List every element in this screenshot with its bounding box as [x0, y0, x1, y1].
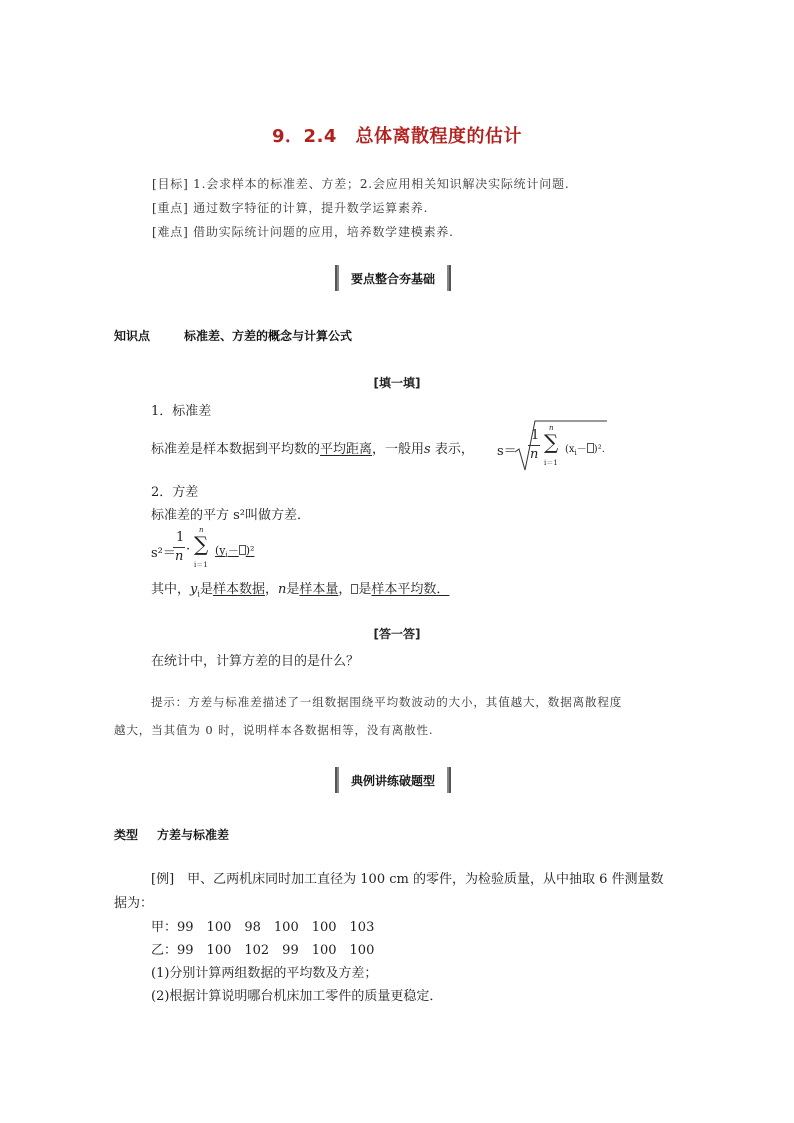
answer-sample-size: 样本量 — [299, 582, 339, 597]
variance-heading: 2．方差 — [151, 485, 199, 500]
summation-icon: ∑ — [544, 430, 559, 454]
question-2: (2)根据计算说明哪台机床加工零件的质量更稳定． — [151, 989, 443, 1004]
variance-frac-bar — [173, 547, 185, 548]
sd-underline-answer: 平均距离 — [320, 442, 373, 457]
answer-sample-mean: 样本平均数． — [371, 582, 450, 597]
variance-sum-bottom: i＝1 — [194, 561, 208, 569]
mean-x-bar-icon — [587, 443, 594, 453]
section-banner-examples — [335, 767, 451, 793]
knowledge-label: 知识点 — [114, 329, 151, 343]
goal-line: [目标] 1.会求样本的标准差、方差；2.会应用相关知识解决实际统计问题. — [152, 177, 570, 191]
hint-line-1: 提示：方差与标准差描述了一组数据围绕平均数波动的大小，其值越大，数据离散程度 — [151, 695, 623, 709]
mean-y-bar-icon — [239, 545, 246, 555]
data-row-jia: 甲：99 100 98 100 100 103 — [151, 920, 375, 935]
type-label: 类型 — [114, 828, 139, 842]
hint-line-2: 越大，当其值为 0 时，说明样本各数据相等，没有离散性. — [114, 723, 434, 737]
sd-text-after2: 表示， — [430, 442, 474, 457]
variance-dot: · — [186, 542, 191, 557]
answer-sample-data: 样本数据 — [212, 582, 265, 597]
sd-formula — [497, 418, 617, 476]
variance-term: $(y_i- )^2$ — [215, 544, 255, 560]
banner-right-bar — [447, 265, 451, 291]
sd-definition — [151, 438, 474, 457]
banner-right-bar — [447, 767, 451, 793]
sd-heading: 1．标准差 — [151, 404, 212, 419]
variance-sum-top: n — [199, 526, 204, 534]
sd-sum-bottom: i＝1 — [544, 459, 558, 467]
example-line-1: [例] 甲、乙两机床同时加工直径为 100 cm 的零件，为检验质量，从中抽取 6 件测量数 — [151, 872, 664, 887]
sd-text-before: 标准差是样本数据到平均数的 — [151, 442, 321, 457]
sd-formula-lhs: s＝ — [497, 444, 517, 459]
key-point-line: [重点] 通过数字特征的计算，提升数学运算素养. — [152, 201, 429, 215]
sd-symbol: s — [424, 442, 431, 457]
sd-frac-den: n — [530, 447, 539, 462]
type-title: 方差与标准差 — [157, 828, 230, 842]
variance-frac-den: n — [175, 549, 184, 564]
banner-label: 要点整合夯基础 — [351, 271, 436, 286]
sd-frac-bar — [528, 445, 540, 446]
sd-sum-top: n — [549, 424, 554, 432]
variance-lhs: s²＝ — [151, 546, 176, 561]
variance-formula — [151, 526, 291, 572]
question-1: (1)分别计算两组数据的平均数及方差； — [151, 966, 378, 981]
variance-definition: 标准差的平方 s²叫做方差． — [151, 508, 311, 523]
section-banner-basics — [335, 265, 451, 291]
page-title: 9．2.4 总体离散程度的估计 — [272, 126, 522, 147]
variance-frac-num: 1 — [176, 530, 185, 545]
data-row-yi: 乙：99 100 102 99 100 100 — [151, 943, 375, 958]
variance-where-line: 其中，$y_i$是样本数据，n是样本量， 是样本平均数． — [151, 582, 450, 599]
difficulty-line: [难点] 借助实际统计问题的应用，培养数学建模素养. — [152, 225, 454, 239]
question-text: 在统计中，计算方差的目的是什么？ — [151, 654, 360, 669]
sd-frac-num: 1 — [531, 428, 540, 443]
fill-in-tag: [填一填] — [373, 376, 421, 390]
sd-term: $(x_i- )^2$. — [565, 444, 605, 457]
knowledge-title: 标准差、方差的概念与计算公式 — [184, 329, 353, 343]
answer-tag: [答一答] — [373, 627, 421, 641]
summation-icon: ∑ — [194, 532, 209, 556]
example-line-2: 据为： — [114, 896, 154, 911]
sd-text-after: ，一般用 — [372, 442, 425, 457]
banner-label: 典例讲练破题型 — [351, 773, 436, 788]
